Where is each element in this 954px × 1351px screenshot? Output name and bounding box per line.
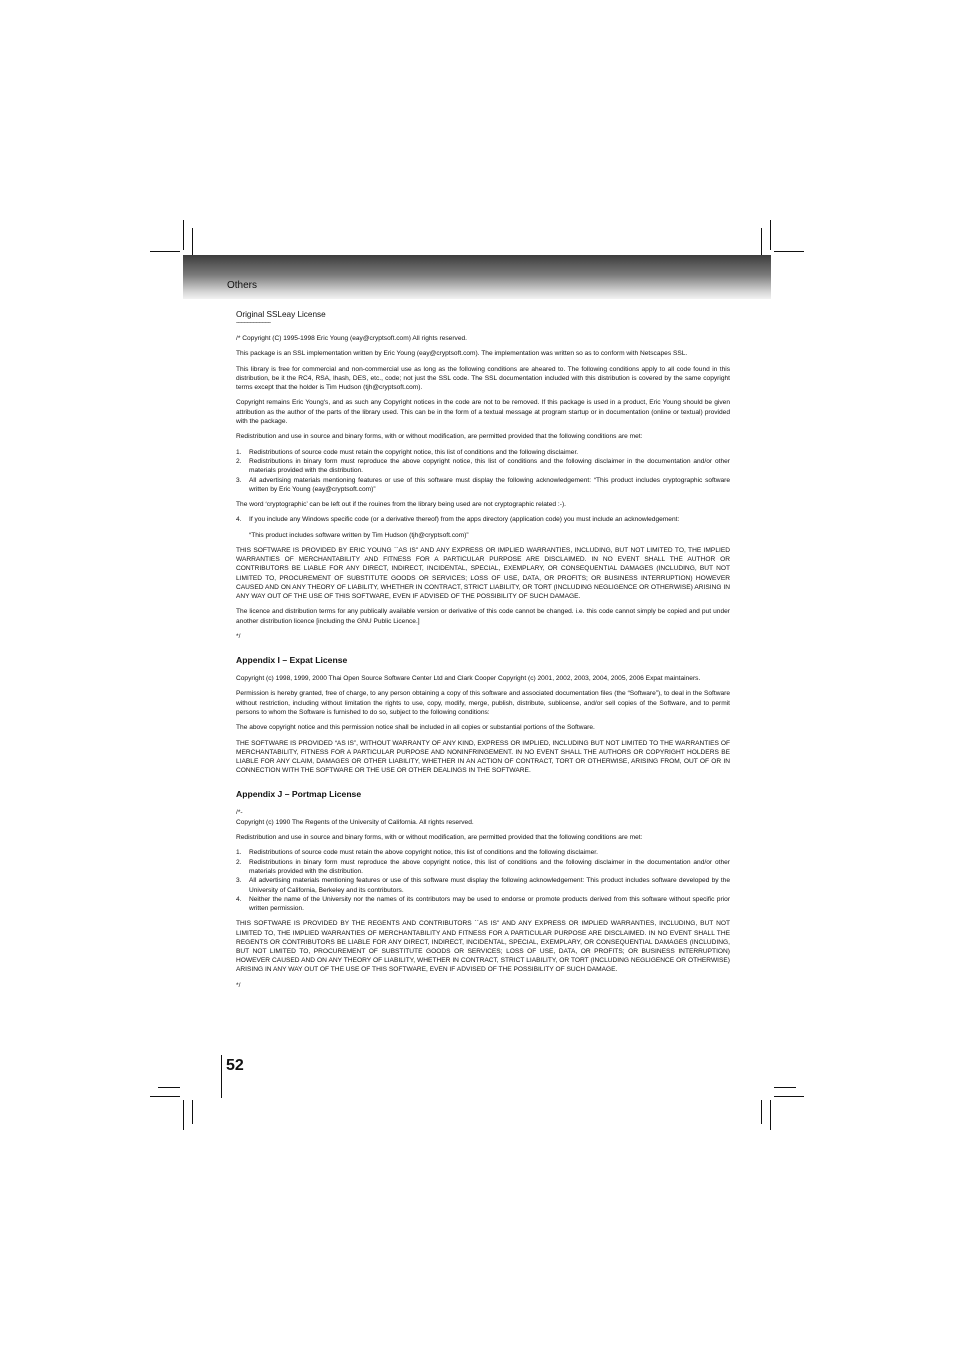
portmap-disclaimer: THIS SOFTWARE IS PROVIDED BY THE REGENTS AND CONTRIBUTORS ``AS IS'' AND ANY EXPRESS OR IMPLIED WARRANTIES, INCLUDING, BUT NOT LIMITED TO, THE IMPLIED WARRANTIES OF MERCHANTABILITY AND FITNESS FOR A PARTICULAR PURPOSE ARE DISCLAIMED. IN NO EVENT SHALL THE REGENTS OR CONTRIBUTORS BE LIABLE FOR ANY DIRECT, INDIRECT, INCIDENTAL, SPECIAL, EXEMPLARY, OR CONSEQUENTIAL DAMAGES (INCLUDING, BUT NOT LIMITED TO, PROCUREMENT OF SUBSTITUTE GOODS OR SERVICES; LOSS OF USE, DATA, OR PROFITS; OR BUSINESS INTERRUPTION) HOWEVER CAUSED AND ON ANY THEORY OF LIABILITY, WHETHER IN CONTRACT, STRICT LIABILITY, OR TORT (INCLUDING NEGLIGENCE OR OTHERWISE) ARISING IN ANY WAY OUT OF THE USE OF THIS SOFTWARE, EVEN IF ADVISED OF THE POSSIBILITY OF SUCH DAMAGE. <box>236 920 730 974</box>
ssleay-conditions-list <box>236 448 730 494</box>
crop-mark <box>774 1087 796 1088</box>
list-item: 1. Redistributions of source code must retain the copyright notice, this list of conditions and the following disclaimer. <box>236 448 579 456</box>
ssleay-copyright: /* Copyright (C) 1995-1998 Eric Young (eay@cryptsoft.com) All rights reserved. <box>236 335 467 342</box>
portmap-copyright: Copyright (c) 1990 The Regents of the University of California. All rights reserved. <box>236 818 474 826</box>
ssleay-note: The word ‘cryptographic’ can be left out if the rouines from the library being used are not cryptographic related :-). <box>236 501 566 509</box>
ssleay-disclaimer: THIS SOFTWARE IS PROVIDED BY ERIC YOUNG ``AS IS'' AND ANY EXPRESS OR IMPLIED WARRANTIES, INCLUDING, BUT NOT LIMITED TO, THE IMPLIED WARRANTIES OF MERCHANTABILITY AND FITNESS FOR A PARTICULAR PURPOSE ARE DISCLAIMED. IN NO EVENT SHALL THE AUTHOR OR CONTRIBUTORS BE LIABLE FOR ANY DIRECT, INDIRECT, INCIDENTAL, SPECIAL, EXEMPLARY, OR CONSEQUENTIAL DAMAGES (INCLUDING, BUT NOT LIMITED TO, PROCUREMENT OF SUBSTITUTE GOODS OR SERVICES; LOSS OF USE, DATA, OR PROFITS; OR BUSINESS INTERRUPTION) HOWEVER CAUSED AND ON ANY THEORY OF LIABILITY, WHETHER IN CONTRACT, STRICT LIABILITY, OR TORT (INCLUDING NEGLIGENCE OR OTHERWISE) ARISING IN ANY WAY OUT OF THE USE OF THIS SOFTWARE, EVEN IF ADVISED OF THE POSSIBILITY OF SUCH DAMAGE. <box>236 547 730 601</box>
ssleay-paragraph: Redistribution and use in source and binary forms, with or without modification, are permitted provided that the following conditions are met: <box>236 433 643 441</box>
list-item: 4. Neither the name of the University nor the names of its contributors may be used to endorse or promote products derived from this software without specific prior written permission. <box>236 895 730 913</box>
list-item: 2. Redistributions in binary form must reproduce the above copyright notice, this list of conditions and the following disclaimer in the documentation and/or other materials provided with the distribution. <box>236 457 730 475</box>
portmap-conditions-list <box>236 848 730 913</box>
comment-end: */ <box>236 981 241 989</box>
ssleay-paragraph: This package is an SSL implementation written by Eric Young (eay@cryptsoft.com). The implementation was written so as to conform with Netscapes SSL. <box>236 350 688 358</box>
crop-mark <box>183 220 184 250</box>
ssleay-acknowledgement-quote: “This product includes software written by Tim Hudson (tjh@cryptsoft.com)” <box>249 531 469 539</box>
portmap-intro: Redistribution and use in source and binary forms, with or without modification, are permitted provided that the following conditions are met: <box>236 834 643 842</box>
ssleay-licence-terms: The licence and distribution terms for any publically available version or derivative of this code cannot be changed. i.e. this code cannot simply be copied and put under another distribution licence [including the GNU Public Licence.] <box>236 608 730 625</box>
expat-copyright: Copyright (c) 1998, 1999, 2000 Thai Open Source Software Center Ltd and Clark Cooper Copyright (c) 2001, 2002, 2003, 2004, 2005, 2006 Expat maintainers. <box>236 675 701 683</box>
crop-mark <box>770 1100 771 1130</box>
ssleay-paragraph: This library is free for commercial and non-commercial use as long as the following conditions are aheared to. The following conditions apply to all code found in this distribution, be it the RC4, RSA, lhash, DES, etc., code; not just the SSL code. The SSL documentation included with this distribution is covered by the same copyright terms except that the holder is Tim Hudson (tjh@cryptsoft.com). <box>236 365 730 392</box>
comment-start: /*- <box>236 809 243 817</box>
crop-mark <box>761 228 762 258</box>
list-item: 2. Redistributions in binary form must reproduce the above copyright notice, this list of conditions and the following disclaimer in the documentation and/or other materials provided with the distribution. <box>236 858 730 875</box>
crop-mark <box>150 251 180 252</box>
list-item: 3. All advertising materials mentioning features or use of this software must display the following acknowledgement: This product includes software developed by the University of California, Berkeley and its contributors. <box>236 877 730 894</box>
comment-end: */ <box>236 632 241 640</box>
portmap-heading: Appendix J – Portmap License <box>236 789 362 800</box>
crop-mark <box>158 1087 180 1088</box>
crop-mark <box>774 1096 804 1097</box>
expat-permission: Permission is hereby granted, free of charge, to any person obtaining a copy of this software and associated documentation files (the “Software”), to deal in the Software without restriction, including without limitation the rights to use, copy, modify, merge, publish, distribute, sublicense, and/or sell copies of the Software, and to permit persons to whom the Software is furnished to do so, subject to the following conditions: <box>236 690 730 717</box>
list-item: 1. Redistributions of source code must retain the above copyright notice, this list of conditions and the following disclaimer. <box>236 849 598 857</box>
page-number-rule <box>221 1055 222 1098</box>
title-underline: ----------------------- <box>236 320 271 326</box>
crop-mark <box>761 1100 762 1124</box>
crop-mark <box>183 1100 184 1130</box>
ssleay-title: Original SSLeay License <box>236 310 326 319</box>
expat-notice: The above copyright notice and this permission notice shall be included in all copies or substantial portions of the Software. <box>236 724 595 732</box>
crop-mark <box>192 1100 193 1124</box>
crop-mark <box>192 228 193 258</box>
crop-mark <box>150 1096 180 1097</box>
section-label: Others <box>227 280 258 291</box>
ssleay-item-4 <box>236 515 730 524</box>
expat-disclaimer: THE SOFTWARE IS PROVIDED “AS IS”, WITHOUT WARRANTY OF ANY KIND, EXPRESS OR IMPLIED, INCLUDING BUT NOT LIMITED TO THE WARRANTIES OF MERCHANTABILITY, FITNESS FOR A PARTICULAR PURPOSE AND NONINFRINGEMENT. IN NO EVENT SHALL THE AUTHORS OR COPYRIGHT HOLDERS BE LIABLE FOR ANY CLAIM, DAMAGES OR OTHER LIABILITY, WHETHER IN AN ACTION OF CONTRACT, TORT OR OTHERWISE, ARISING FROM, OUT OF OR IN CONNECTION WITH THE SOFTWARE OR THE USE OR OTHER DEALINGS IN THE SOFTWARE. <box>236 739 730 775</box>
crop-mark <box>770 220 771 250</box>
page-number: 52 <box>226 1057 244 1074</box>
page-content <box>236 309 730 996</box>
header-band <box>183 255 771 299</box>
list-item: 3. All advertising materials mentioning features or use of this software must display the following acknowledgement: “This product includes cryptographic software written by Eric Young (eay@cryptsoft.com)” <box>236 476 730 493</box>
list-item: 4. If you include any Windows specific code (or a derivative thereof) from the apps directory (application code) you must include an acknowledgement: <box>236 516 680 524</box>
crop-mark <box>774 251 804 252</box>
expat-heading: Appendix I – Expat License <box>236 655 348 666</box>
ssleay-paragraph: Copyright remains Eric Young's, and as such any Copyright notices in the code are not to be removed. If this package is used in a product, Eric Young should be given attribution as the author of the parts of the library used. This can be in the form of a textual message at program startup or in documentation (online or textual) provided with the package. <box>236 399 730 426</box>
